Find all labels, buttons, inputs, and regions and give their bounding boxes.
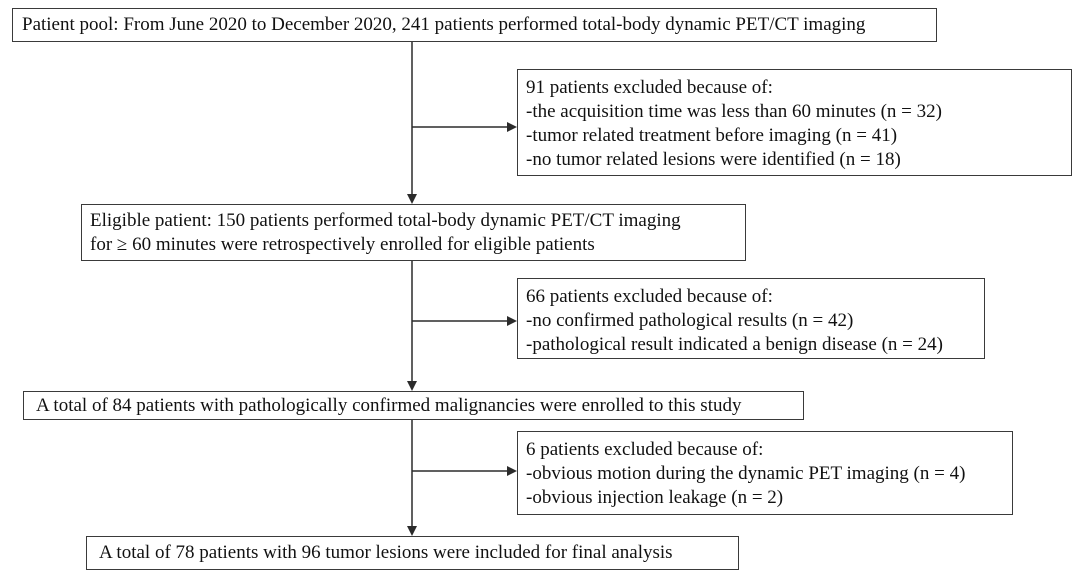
arrowhead-exclusion-1 [507, 122, 517, 132]
eligible-line-1: Eligible patient: 150 patients performed total-body dynamic PET/CT imaging [90, 210, 681, 231]
exclusion-box-3 [517, 431, 1013, 515]
arrowhead-eligible [407, 194, 417, 204]
exclusion-1-item: -tumor related treatment before imaging (n = 41) [526, 125, 898, 146]
exclusion-3-item: -obvious injection leakage (n = 2) [526, 487, 784, 508]
patient-pool-text: Patient pool: From June 2020 to December 2020, 241 patients performed total-body dynamic PET/CT imaging [22, 14, 866, 35]
exclusion-1-item: -the acquisition time was less than 60 minutes (n = 32) [526, 101, 942, 122]
exclusion-2-item: -pathological result indicated a benign disease (n = 24) [526, 334, 943, 355]
exclusion-box-2 [517, 278, 985, 359]
arrowhead-enrolled [407, 381, 417, 391]
exclusion-2-item: -no confirmed pathological results (n = 42) [526, 310, 854, 331]
eligible-patients-box [81, 204, 746, 261]
exclusion-3-item: -obvious motion during the dynamic PET imaging (n = 4) [526, 463, 966, 484]
final-text: A total of 78 patients with 96 tumor lesions were included for final analysis [99, 542, 673, 563]
arrowhead-final [407, 526, 417, 536]
patient-pool-box [12, 8, 937, 42]
enrolled-patients-box [23, 391, 804, 420]
enrolled-text: A total of 84 patients with pathologically confirmed malignancies were enrolled to this study [36, 395, 742, 416]
exclusion-1-item: -no tumor related lesions were identified (n = 18) [526, 149, 901, 170]
arrowhead-exclusion-2 [507, 316, 517, 326]
exclusion-3-heading: 6 patients excluded because of: [526, 439, 764, 460]
final-analysis-box [86, 536, 739, 570]
exclusion-2-heading: 66 patients excluded because of: [526, 286, 773, 307]
exclusion-box-1 [517, 69, 1072, 176]
arrowhead-exclusion-3 [507, 466, 517, 476]
exclusion-1-heading: 91 patients excluded because of: [526, 77, 773, 98]
eligible-line-2: for ≥ 60 minutes were retrospectively enrolled for eligible patients [90, 234, 595, 255]
